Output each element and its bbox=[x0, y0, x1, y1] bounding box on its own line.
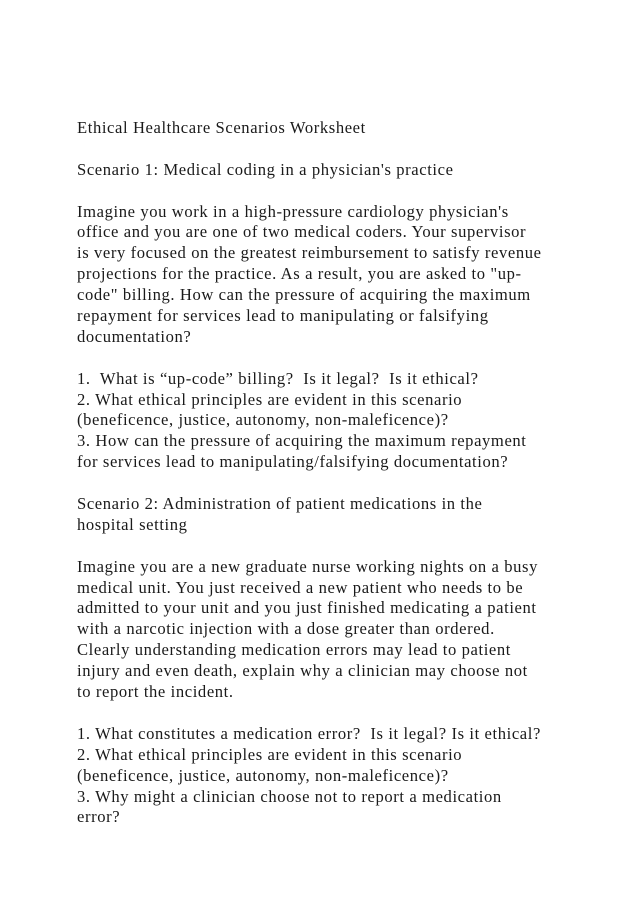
paragraph-line: with a narcotic injection with a dose greater than ordered. bbox=[77, 619, 495, 639]
document-body bbox=[77, 118, 617, 828]
paragraph-line: Clearly understanding medication errors may lead to patient bbox=[77, 640, 511, 660]
heading-line: Scenario 2: Administration of patient medications in the bbox=[77, 494, 483, 514]
question-line: error? bbox=[77, 807, 121, 827]
paragraph-line: repayment for services lead to manipulating or falsifying bbox=[77, 306, 489, 326]
paragraph-line: Imagine you work in a high-pressure cardiology physician's bbox=[77, 201, 509, 221]
paragraph-line: to report the incident. bbox=[77, 682, 234, 702]
spacer bbox=[77, 703, 617, 724]
paragraph-line: office and you are one of two medical coders. Your supervisor bbox=[77, 222, 527, 242]
question-line: 3. How can the pressure of acquiring the maximum repayment bbox=[77, 431, 527, 451]
scenario2-paragraph bbox=[77, 557, 617, 703]
question-line: 1. What is “up-code” billing? Is it legal? Is it ethical? bbox=[77, 368, 479, 388]
question-line: 2. What ethical principles are evident in this scenario bbox=[77, 744, 463, 764]
scenario1-questions bbox=[77, 369, 617, 473]
paragraph-line: Imagine you are a new graduate nurse working nights on a busy bbox=[77, 556, 539, 576]
spacer bbox=[77, 181, 617, 202]
paragraph-line: is very focused on the greatest reimbursement to satisfy revenue bbox=[77, 243, 542, 263]
paragraph-line: documentation? bbox=[77, 326, 192, 346]
scenario1-heading: Scenario 1: Medical coding in a physician's practice bbox=[77, 159, 454, 179]
document-title: Ethical Healthcare Scenarios Worksheet bbox=[77, 118, 366, 137]
spacer bbox=[77, 139, 617, 160]
question-line: (beneficence, justice, autonomy, non-maleficence)? bbox=[77, 765, 449, 785]
scenario2-heading bbox=[77, 494, 617, 536]
spacer bbox=[77, 473, 617, 494]
paragraph-line: admitted to your unit and you just finished medicating a patient bbox=[77, 598, 537, 618]
heading-line: hospital setting bbox=[77, 514, 188, 534]
paragraph-line: medical unit. You just received a new patient who needs to be bbox=[77, 577, 524, 597]
spacer bbox=[77, 536, 617, 557]
paragraph-line: code" billing. How can the pressure of acquiring the maximum bbox=[77, 285, 531, 305]
spacer bbox=[77, 348, 617, 369]
paragraph-line: projections for the practice. As a result, you are asked to "up- bbox=[77, 264, 522, 284]
question-line: 1. What constitutes a medication error? Is it legal? Is it ethical? bbox=[77, 723, 541, 743]
paragraph-line: injury and even death, explain why a clinician may choose not bbox=[77, 661, 528, 681]
question-line: 3. Why might a clinician choose not to report a medication bbox=[77, 786, 502, 806]
question-line: for services lead to manipulating/falsifying documentation? bbox=[77, 452, 509, 472]
scenario1-paragraph bbox=[77, 202, 617, 348]
scenario2-questions bbox=[77, 724, 617, 828]
question-line: 2. What ethical principles are evident in this scenario bbox=[77, 389, 463, 409]
question-line: (beneficence, justice, autonomy, non-maleficence)? bbox=[77, 410, 449, 430]
